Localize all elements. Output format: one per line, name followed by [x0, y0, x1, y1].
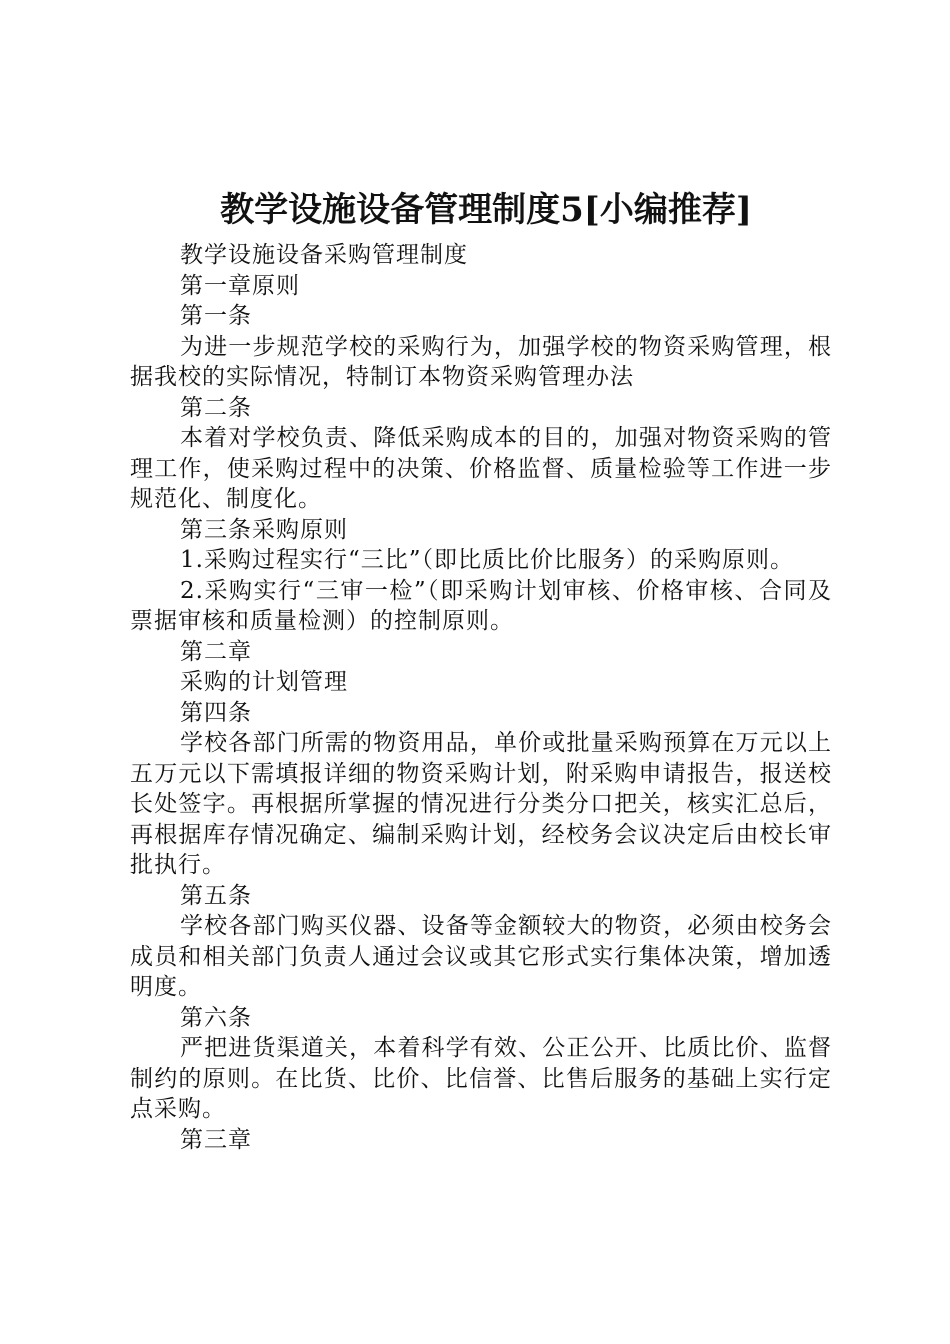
document-page — [130, 180, 832, 1155]
paragraph-subtitle: 教学设施设备采购管理制度 — [180, 242, 468, 268]
paragraph-article-4-text: 学校各部门所需的物资用品，单价或批量采购预算在万元以上五万元以下需填报详细的物资采购计划，附采购申请报告，报送校长处签字。再根据所掌握的情况进行分类分口把关，核实汇总后，再根据库存情况确定、编制采购计划，经校务会议决定后由校长审批执行。 — [130, 730, 832, 878]
document-title: 教学设施设备管理制度5[小编推荐] — [220, 190, 752, 230]
paragraph-chapter-1: 第一章原则 — [180, 272, 300, 299]
paragraph-article-3-heading: 第三条采购原则 — [180, 516, 348, 543]
paragraph-article-5-text: 学校各部门购买仪器、设备等金额较大的物资，必须由校务会成员和相关部门负责人通过会议或其它形式实行集体决策，增加透明度。 — [130, 913, 832, 1000]
paragraph-article-2-heading: 第二条 — [180, 394, 252, 421]
paragraph-principle-1: 1.采购过程实行“三比”（即比质比价比服务）的采购原则。 — [180, 547, 794, 573]
paragraph-chapter-2: 第二章 — [180, 638, 252, 665]
paragraph-chapter-3: 第三章 — [180, 1126, 252, 1153]
paragraph-article-6-text: 严把进货渠道关，本着科学有效、公正公开、比质比价、监督制约的原则。在比货、比价、比信誉、比售后服务的基础上实行定点采购。 — [130, 1035, 832, 1122]
paragraph-article-5-heading: 第五条 — [180, 882, 252, 909]
paragraph-principle-2: 2.采购实行“三审一检”（即采购计划审核、价格审核、合同及票据审核和质量检测）的控制原则。 — [130, 577, 832, 634]
paragraph-article-6-heading: 第六条 — [180, 1004, 252, 1031]
document-body — [130, 240, 832, 1155]
paragraph-article-1-text: 为进一步规范学校的采购行为，加强学校的物资采购管理，根据我校的实际情况，特制订本物资采购管理办法 — [130, 333, 832, 390]
paragraph-article-1-heading: 第一条 — [180, 303, 252, 329]
paragraph-chapter-2-title: 采购的计划管理 — [180, 669, 348, 695]
paragraph-article-2-text: 本着对学校负责、降低采购成本的目的，加强对物资采购的管理工作，使采购过程中的决策、价格监督、质量检验等工作进一步规范化、制度化。 — [130, 425, 832, 512]
paragraph-article-4-heading: 第四条 — [180, 699, 252, 726]
